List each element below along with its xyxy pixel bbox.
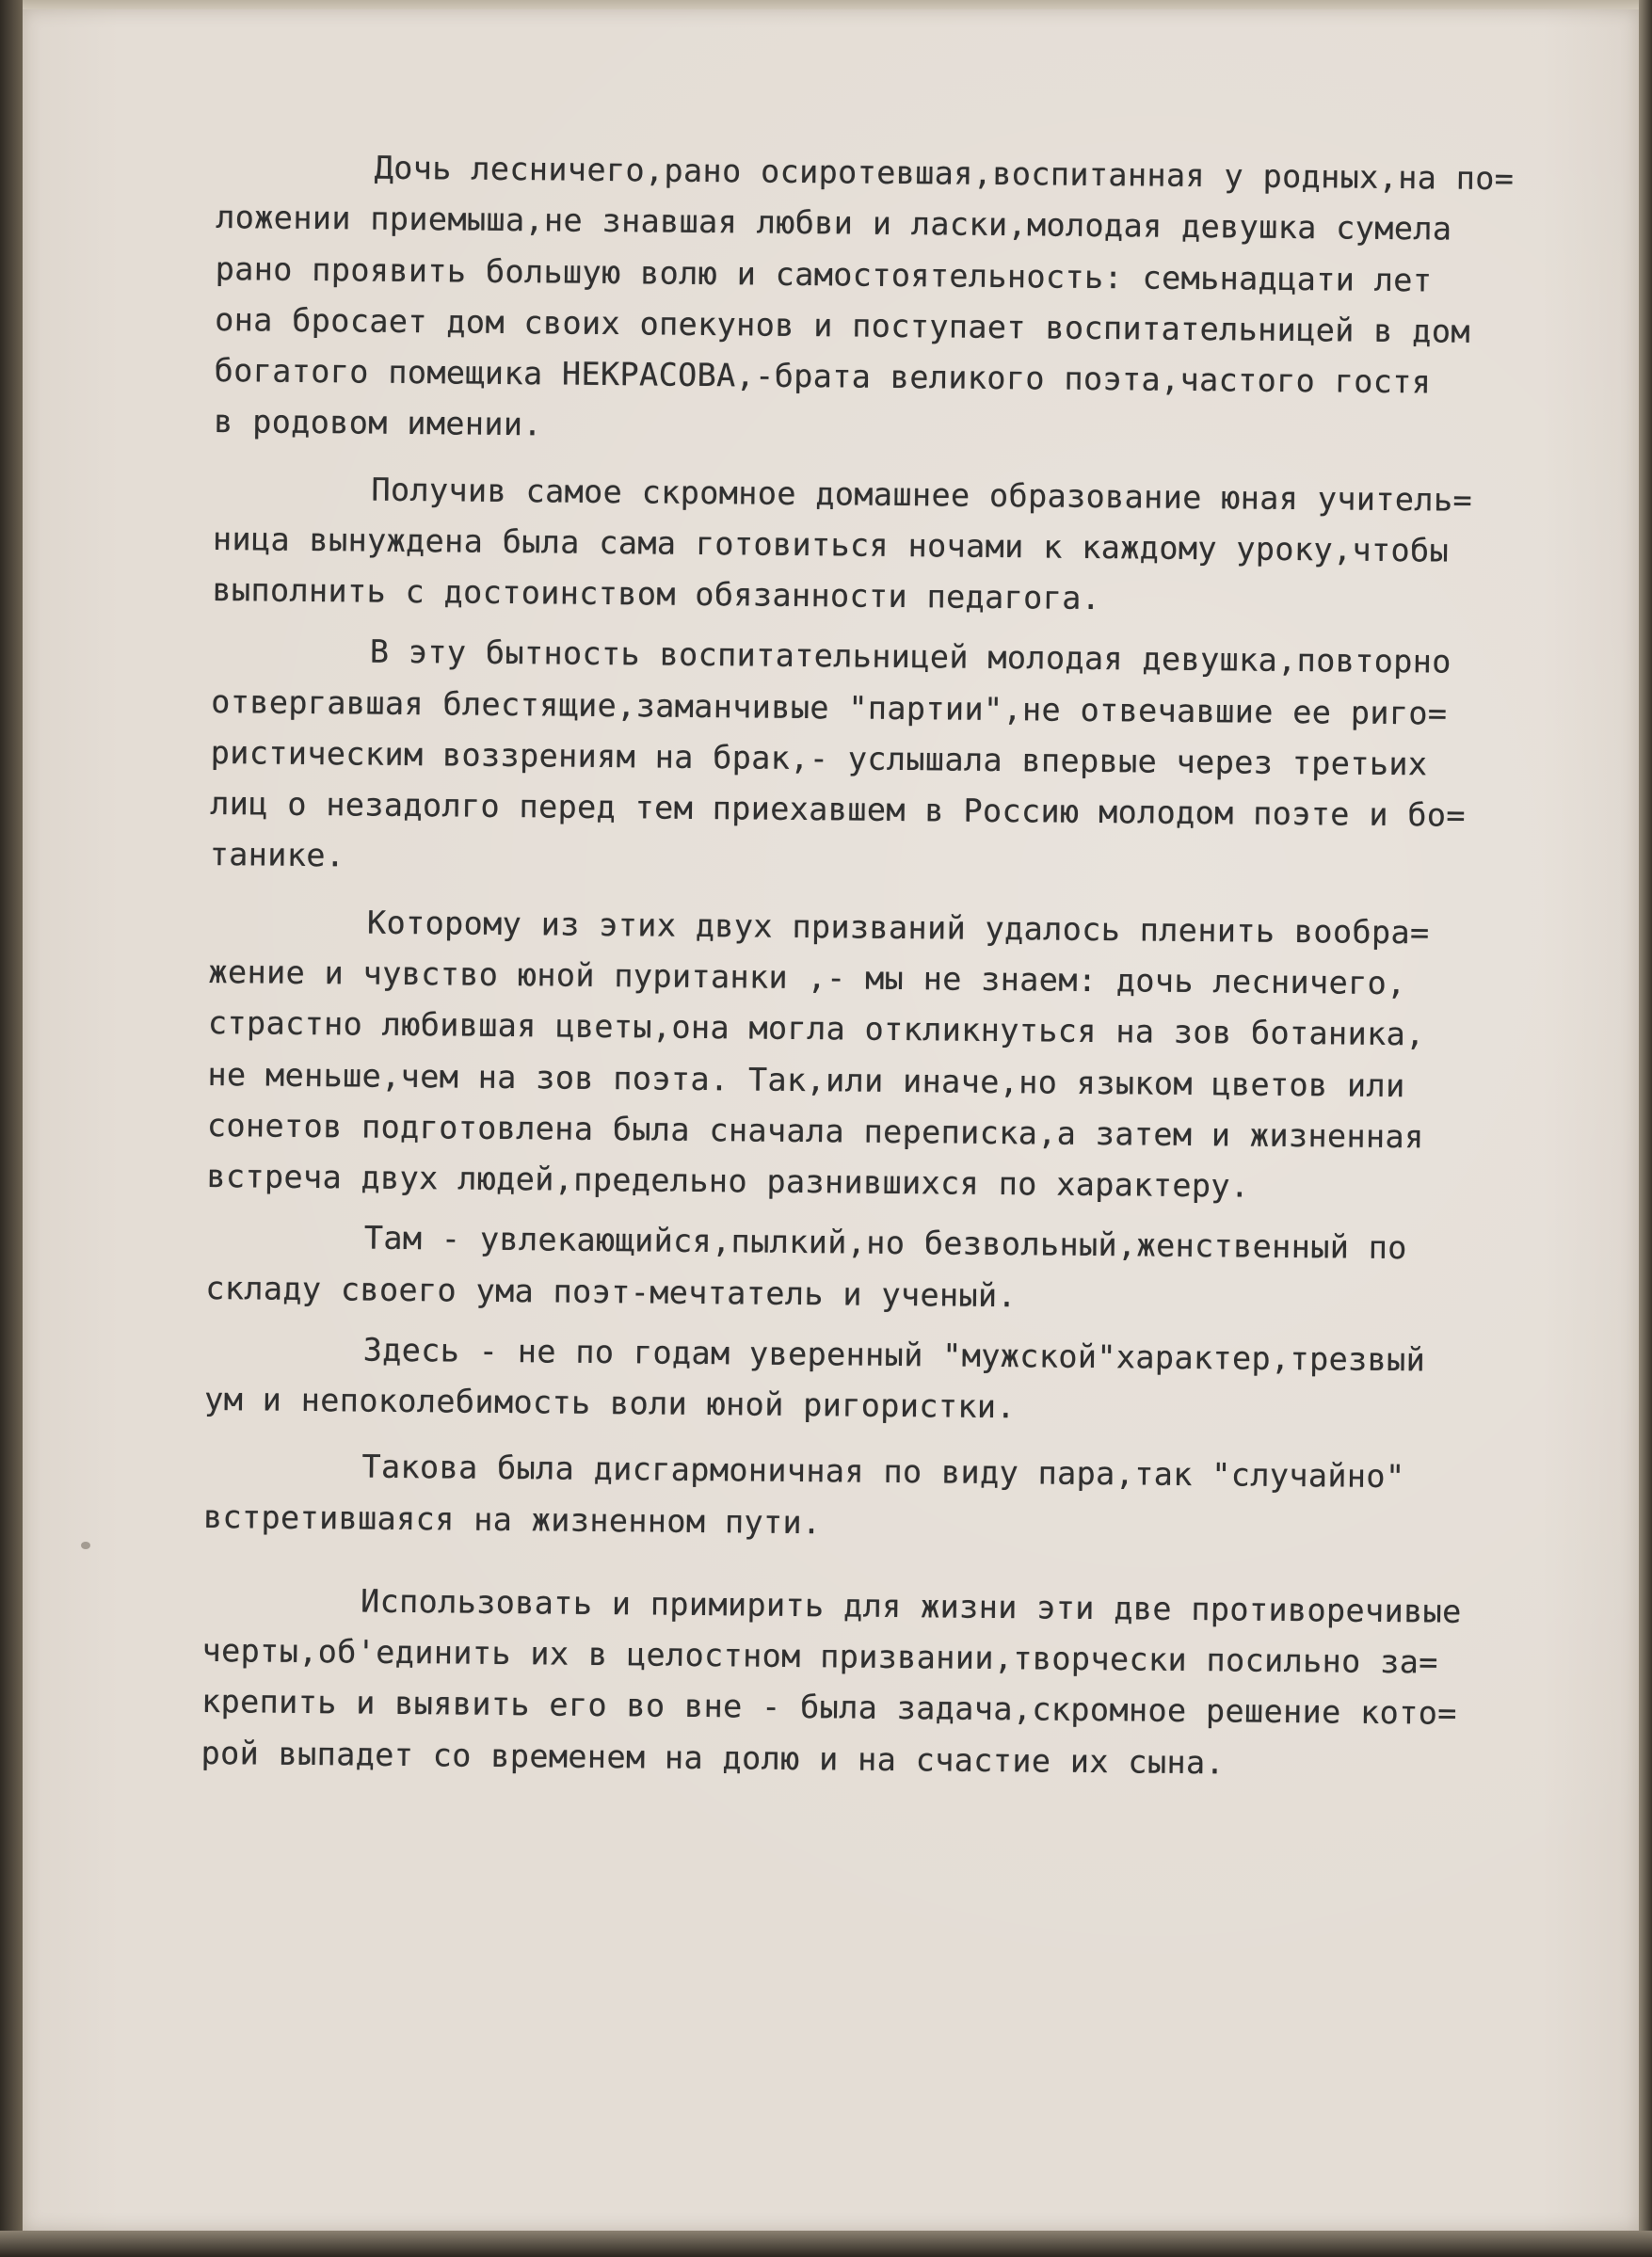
paper-mark (81, 1542, 90, 1549)
scan-bottom-edge (0, 2231, 1652, 2257)
paragraph-3: В эту бытность воспитательницей молодая девушка,повторно отвергавшая блестящие,заманчивые "партии",не отвечавшие ее риго= ристическим воззрениям на брак,- услышала впервые через третьих лиц о незадолго перед тем приехавшем в Россию молодом поэте и бо= танике. (209, 632, 1467, 874)
scan-left-edge (0, 0, 23, 2257)
paragraph-5: Там - увлекающийся,пылкий,но безвольный,женственный по складу своего ума поэт-мечтатель и ученый. (205, 1219, 1407, 1314)
scan-right-edge (1639, 0, 1652, 2257)
paragraph-1: Дочь лесничего,рано осиротевшая,воспитанная у родных,на по= ложении приемыша,не знавшая любви и ласки,молодая девушка сумела рано проявить большую волю и самостоятельность: семьнадцати лет она бросает дом своих опекунов и поступает воспитательницей в дом богатого помещика НЕКРАСОВА,-брата великого поэта,частого гостя в родовом имении. (213, 149, 1515, 443)
page-text (200, 141, 1572, 1792)
paragraph-8: Использовать и примирить для жизни эти две противоречивые черты,об'единить их в целостном призвании,творчески посильно за= крепить и выявить его во вне - была задача,скромное решение кото= рой выпадет со временем на долю и на счастие их сына. (200, 1582, 1462, 1782)
paragraph-4: Которому из этих двух призваний удалось пленить вообра= жение и чувство юной пуританки ,- мы не знаем: дочь лесничего, страстно любившая цветы,она могла откликнуться на зов ботаника, не меньше,чем на зов поэта. Так,или иначе,но языком цветов или сонетов подготовлена была сначала переписка,а затем и жизненная встреча двух людей,предельно разнившихся по характеру. (206, 904, 1430, 1205)
paragraph-6: Здесь - не по годам уверенный "мужской"характер,трезвый ум и непоколебимость воли юной ригористки. (203, 1331, 1426, 1426)
typewritten-page (23, 9, 1639, 2231)
paragraph-2: Получив самое скромное домашнее образование юная учитель= ница вынуждена была сама готовиться ночами к каждому уроку,чтобы выполнить с достоинством обязанности педагога. (212, 471, 1473, 617)
paragraph-7: Такова была дисгармоничная по виду пара,так "случайно" встретившаяся на жизненном пути. (202, 1448, 1405, 1541)
